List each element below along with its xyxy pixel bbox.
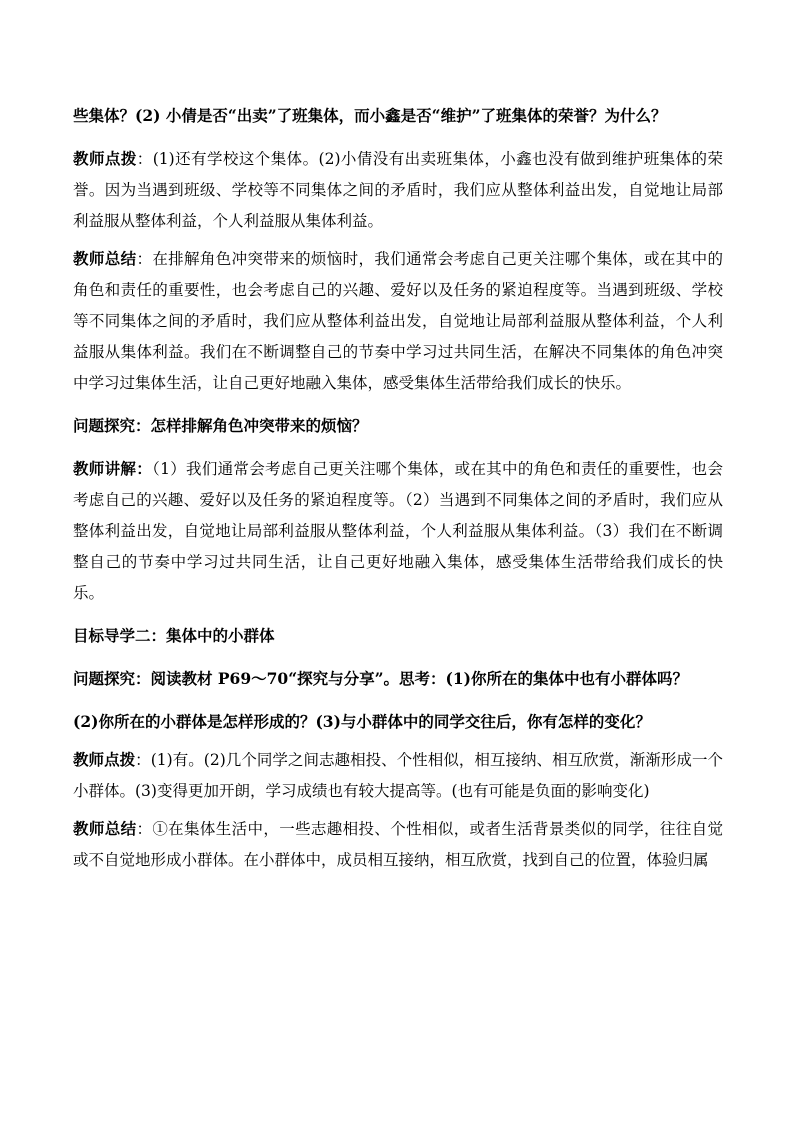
teacher-explanation-label: 教师讲解： bbox=[73, 459, 153, 478]
teacher-explanation-text: （1）我们通常会考虑自己更关注哪个集体，或在其中的角色和责任的重要性，也会考虑自己的兴趣、爱好以及任务的紧迫程度等。（2）当遇到不同集体之间的矛盾时，我们应从整体利益出发，自觉地让局部利益服从整体利益，个人利益服从集体利益。（3）我们在不断调整自己的节奏中学习过共同生活，让自己更好地融入集体，感受集体生活带给我们成长的快乐。 bbox=[73, 460, 723, 602]
teacher-guidance-2-text: ：(1)有。(2)几个同学之间志趣相投、个性相似，相互接纳、相互欣赏，渐渐形成一个小群体。(3)变得更加开朗，学习成绩也有较大提高等。(也有可能是负面的影响变化) bbox=[73, 751, 723, 800]
paragraph-teacher-guidance-2 bbox=[73, 744, 723, 807]
problem-inquiry-2-cont-text: (2)你所在的小群体是怎样形成的？(3)与小群体中的同学交往后，你有怎样的变化？ bbox=[73, 712, 651, 731]
goal-heading-text: 目标导学二：集体中的小群体 bbox=[73, 626, 275, 645]
teacher-summary-2-text: ：①在集体生活中，一些志趣相投、个性相似，或者生活背景类似的同学，往往自觉或不自觉地形成小群体。在小群体中，成员相互接纳，相互欣赏，找到自己的位置，体验归属 bbox=[73, 820, 723, 869]
problem-inquiry-text: 问题探究：怎样排解角色冲突带来的烦恼？ bbox=[73, 416, 368, 435]
bold-question-text: 些集体？(2) 小倩是否“出卖”了班集体，而小鑫是否“维护”了班集体的荣誉？为什么？ bbox=[73, 106, 667, 125]
paragraph-teacher-summary-2 bbox=[73, 813, 723, 876]
teacher-guidance-label: 教师点拨 bbox=[73, 149, 137, 168]
paragraph-question-continuation bbox=[73, 100, 723, 132]
paragraph-goal-heading bbox=[73, 620, 723, 652]
paragraph-problem-inquiry-2-cont bbox=[73, 706, 723, 738]
teacher-guidance-text: ：(1)还有学校这个集体。(2)小倩没有出卖班集体，小鑫也没有做到维护班集体的荣誉。因为当遇到班级、学校等不同集体之间的矛盾时，我们应从整体利益出发，自觉地让局部利益服从整体利益，个人利益服从集体利益。 bbox=[73, 150, 723, 230]
paragraph-teacher-guidance-1 bbox=[73, 143, 723, 237]
paragraph-problem-inquiry-2 bbox=[73, 663, 723, 695]
teacher-summary-label: 教师总结 bbox=[73, 249, 137, 268]
teacher-summary-2-label: 教师总结 bbox=[73, 819, 137, 838]
teacher-summary-text: ：在排解角色冲突带来的烦恼时，我们通常会考虑自己更关注哪个集体，或在其中的角色和责任的重要性，也会考虑自己的兴趣、爱好以及任务的紧迫程度等。当遇到班级、学校等不同集体之间的矛盾时，我们应从整体利益出发，自觉地让局部利益服从整体利益，个人利益服从集体利益。我们在不断调整自己的节奏中学习过共同生活，在解决不同集体的角色冲突中学习过集体生活，让自己更好地融入集体，感受集体生活带给我们成长的快乐。 bbox=[73, 250, 723, 392]
document-page bbox=[73, 100, 723, 876]
problem-inquiry-2-text: 问题探究：阅读教材 P69～70“探究与分享”。思考：(1)你所在的集体中也有小群体吗？ bbox=[73, 669, 688, 688]
paragraph-teacher-explanation bbox=[73, 453, 723, 609]
paragraph-teacher-summary-1 bbox=[73, 243, 723, 399]
paragraph-problem-inquiry-1 bbox=[73, 410, 723, 442]
teacher-guidance-2-label: 教师点拨 bbox=[73, 750, 136, 769]
